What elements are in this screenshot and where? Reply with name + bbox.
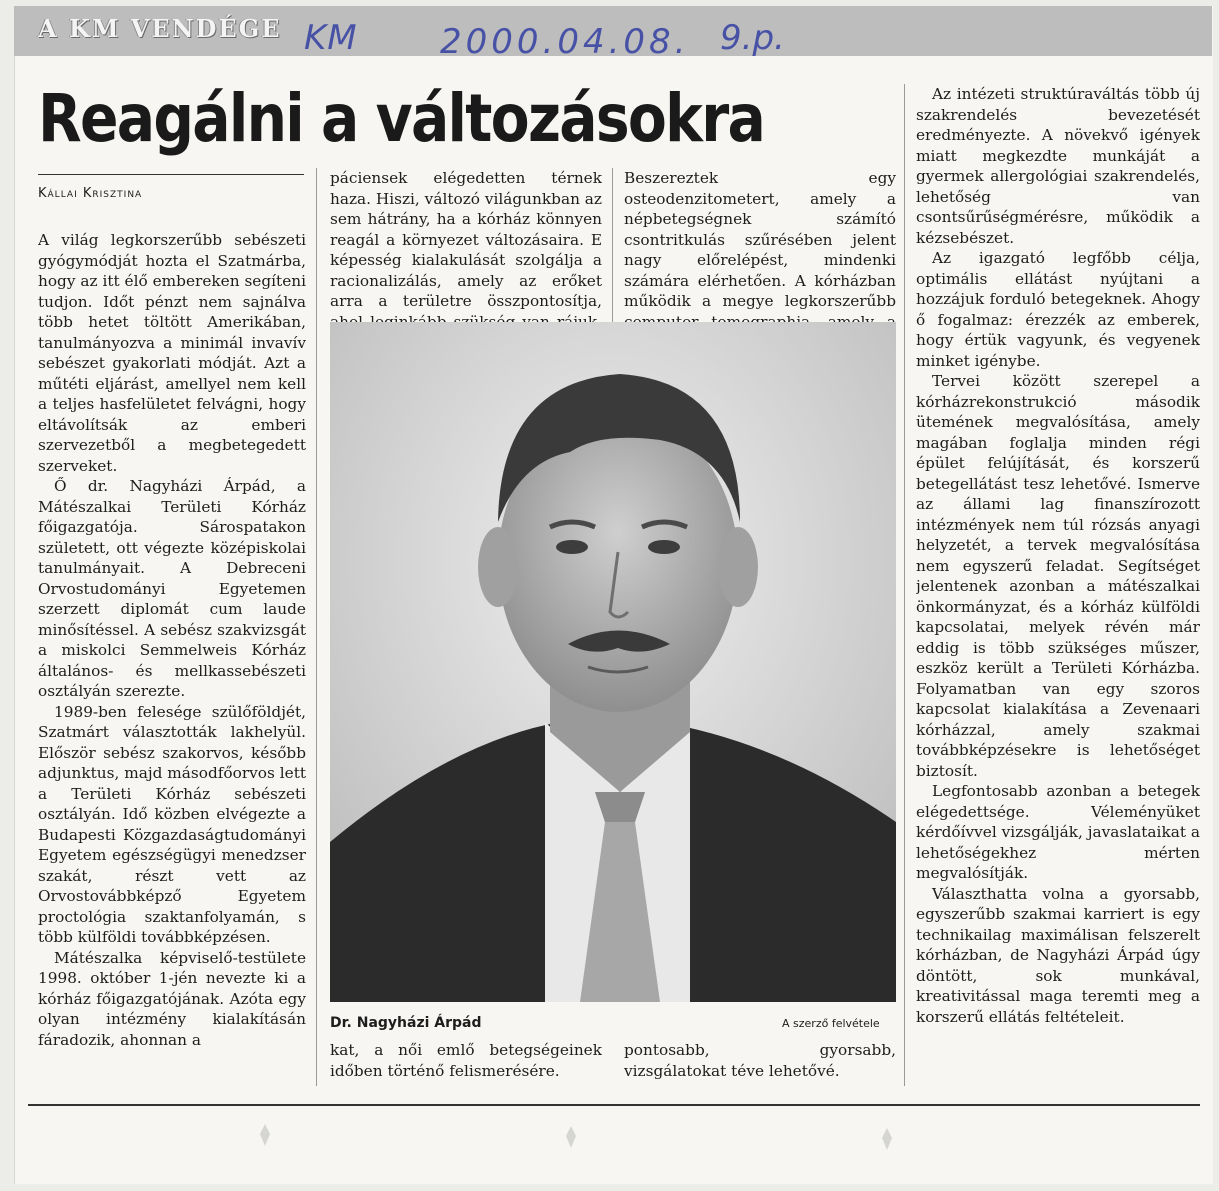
photo-credit: A szerző felvétele xyxy=(782,1017,880,1030)
headline-rule xyxy=(38,174,304,175)
paragraph: páciensek elégedetten térnek haza. Hiszi, változó világunkban az sem hátrány, ha a kórház könnyen reagál a környezet változásaira. E képesség kialakulását szolgálja a racionalizálás, amely az erőket arra a területre összpontosítja, xyxy=(330,169,602,310)
handwritten-date-note: 2000.04.08. xyxy=(440,22,690,62)
paper-mark-icon xyxy=(564,1126,578,1148)
bottom-rule xyxy=(28,1104,1200,1106)
article-column-3-continued xyxy=(624,1040,896,1084)
paragraph: kat, a női emlő betegségeinek időben történő felismerésére. xyxy=(330,1041,602,1080)
paragraph: Az igazgató legfőbb célja, optimális ellátást nyújtani a hozzájuk forduló betegeknek. Ahogy ő fogalmaz: érezzék az emberek, hogy értük vagyunk, és vegyenek minket igénybe. xyxy=(916,249,1200,370)
handwritten-source-note: KM xyxy=(304,18,358,58)
photo-caption: Dr. Nagyházi Árpád xyxy=(330,1015,482,1031)
paragraph: Beszereztek egy osteodenzitometert, amely a népbetegségnek számító csontritkulás szűrésében jelent nagy előrelépést, mindenki számára elérhetően. A kórházban működik a megye legkorszerűbb xyxy=(624,169,896,310)
article-column-2-continued xyxy=(330,1040,602,1084)
article-column-1 xyxy=(38,230,306,1080)
paragraph: 1989-ben felesége szülőföldjét, Szatmárt választották lakhelyül. Először sebész szakorvos, később adjunktus, majd másodfőorvos lett a Területi Kórház sebészeti osztályán. Idő közben elvégezte a Budapesti Közgazdaságtudományi Egyetem egészségügyi menedzser szakát, részt vett az Orvostovábbképző Egyetem proctológia szaktanfolyamán, s több külföldi továbbképzésen. xyxy=(38,702,306,946)
paragraph: Mátészalka képviselő-testülete 1998. október 1-jén nevezte ki a kórház főigazgatójának. Azóta egy olyan intézmény kialakításán fáradozik, ahonnan a xyxy=(38,948,306,1049)
portrait-photo xyxy=(330,322,896,1002)
headline: Reagálni a változásokra xyxy=(38,80,765,157)
portrait-illustration xyxy=(330,322,896,1002)
paragraph: Tervei között szerepel a kórházrekonstrukció második ütemének megvalósítása, amely magában foglalja minden régi épület felújítását, és korszerű betegellátást tesz lehetővé. Ismerve az állami lag finanszírozott intézmények nem túl rózsás anyagi helyzetét, a tervek megvalósítása nem egyszerű feladat. Segítséget jelentenek azonban a mátészalkai önkormányzat, és a kórház külföldi kapcsolatai, melyek révén már eddig is több szükséges műszer, eszköz került a Területi Kórházba. Folyamatban van egy szoros kapcsolat kialakítása a Zevenaari kórházzal, amely szakmai továbbképzésekre is lehetőséget biztosít. xyxy=(916,372,1200,780)
paper-mark-icon xyxy=(880,1128,894,1150)
article-column-4 xyxy=(916,84,1200,1084)
paragraph: Választhatta volna a gyorsabb, egyszerűbb szakmai karriert is egy technikailag maximálisan felszerelt kórházban, de Nagyházi Árpád úgy döntött, sok munkával, kreativitással maga teremti meg a korszerű ellátás feltételeit. xyxy=(916,884,1200,1026)
paragraph: Az intézeti struktúraváltás több új szakrendelés bevezetését eredményezte. A növekvő igények miatt megkezdte munkáját a gyermek allergológiai szakrendelés, lehetőség van csontsűrűségmérésre, működik a kézsebészet. xyxy=(916,85,1200,247)
handwritten-page-note: 9.p. xyxy=(720,18,785,58)
byline: Kállai Krisztina xyxy=(38,186,143,201)
paper-mark-icon xyxy=(258,1124,272,1146)
paragraph: pontosabb, gyorsabb, vizsgálatokat téve lehetővé. xyxy=(624,1041,896,1080)
section-label: A KM VENDÉGE xyxy=(38,14,282,43)
paragraph: A világ legkorszerűbb sebészeti gyógymódját hozta el Szatmárba, hogy az itt élő embereken segíteni tudjon. Időt pénzt nem sajnálva több hetet töltött Amerikában, tanulmányozva a minimál invavív sebészet gyakorlati módját. Azt a műtéti eljárást, amellyel nem kell a teljes hasfelületet felvágni, hogy eltávolítsák az emberi szervezetből a megbetegedett szerveket. xyxy=(38,231,306,475)
paragraph: Ő dr. Nagyházi Árpád, a Mátészalkai Területi Kórház főigazgatója. Sárospatakon született, ott végezte középiskolai tanulmányait. A Debreceni Orvostudományi Egyetemen szerzett diplomát cum laude minősítéssel. A sebész szakvizsgát a miskolci Semmelweis Kórház általános- és mellkassebészeti osztályán szerezte. xyxy=(38,477,306,700)
column-divider xyxy=(904,84,905,1086)
paragraph: Legfontosabb azonban a betegek elégedettsége. Véleményüket kérdőívvel vizsgálják, javaslataikat a lehetőségekhez mérten megvalósítják. xyxy=(916,782,1200,882)
column-divider xyxy=(316,168,317,1086)
